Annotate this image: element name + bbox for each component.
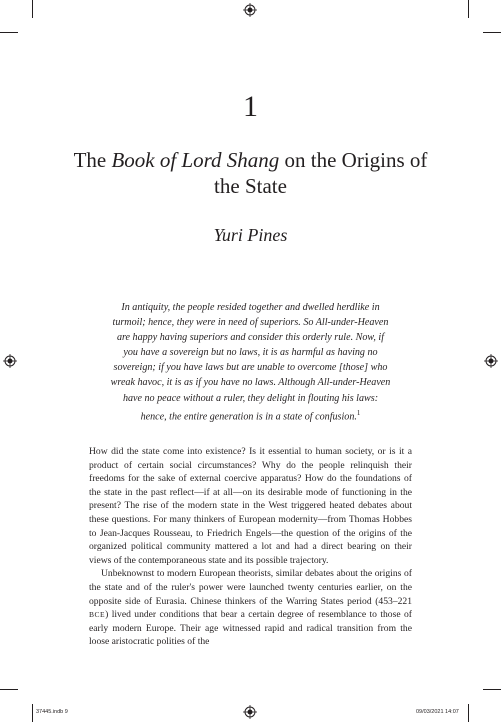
paragraph-text: Unbeknownst to modern European theorists, similar debates about the origins of the state and of the ruler's power were launched twenty centuries earlier, on the opposite side of Eurasia. Chinese thinkers of the Warring States period (453–221 — [89, 568, 412, 607]
era-label: BCE — [89, 610, 106, 620]
chapter-title-suffix: on the Origins of the State — [214, 148, 428, 198]
paragraph-text: ) lived under conditions that bear a certain degree of resemblance to those of early modern Europe. Their age witnessed rapid and radical transition from the loose aristocratic polities of the — [89, 609, 412, 648]
footnote-marker[interactable]: 1 — [356, 408, 361, 417]
chapter-number: 1 — [243, 90, 258, 123]
chapter-title-book: Book of Lord Shang — [111, 148, 280, 172]
registration-mark-icon — [243, 3, 257, 17]
crop-mark-bottom-right — [468, 704, 469, 722]
chapter-title-prefix: The — [73, 148, 112, 172]
chapter-title — [60, 147, 441, 199]
crop-mark-top-right — [483, 32, 501, 33]
registration-mark-icon — [484, 354, 498, 368]
crop-mark-top-right — [468, 0, 469, 18]
crop-mark-bottom-right — [483, 689, 501, 690]
epigraph-text: In antiquity, the people resided together and dwelled herdlike in turmoil; hence, they were in need of superiors. So All-under-Heaven are happy having superiors and consider this orderly rule. Now, if you have a sovereign but no laws, it is as harmful as having no sovereign; if you have laws but are unable to overcome [those] who wreak havoc, it is as if you have no laws. Although All-under-Heaven have no peace without a ruler, they delight in flouting his laws: hence, the entire generation is in a state of confusion. — [110, 302, 391, 423]
paragraph: How did the state come into existence? Is it essential to human society, or is it a product of certain social circumstances? Why do the people relinquish their freedoms for the sake of external coercive apparatus? How do the foundations of the state in the past reflect—if at all—on its desirable mode of functioning in the present? The rise of the modern state in the West triggered heated debates about these questions. For many thinkers of European modernity—from Thomas Hobbes to Jean-Jacques Rousseau, to Friedrich Engels—the question of the origins of the organized political community mattered a lot and had a direct bearing on their views of the contemporaneous state and its possible trajectory. — [89, 446, 412, 566]
paragraph — [89, 567, 412, 649]
registration-mark-icon — [243, 705, 257, 719]
slug-filename: 37445.indb 9 — [36, 709, 68, 715]
crop-mark-top-left — [0, 32, 18, 33]
epigraph — [110, 300, 391, 424]
crop-mark-top-left — [32, 0, 33, 18]
registration-mark-icon — [3, 354, 17, 368]
author-name: Yuri Pines — [213, 225, 288, 245]
crop-mark-bottom-left — [0, 689, 18, 690]
slug-datetime: 09/03/2021 14:07 — [416, 709, 459, 715]
crop-mark-bottom-left — [32, 704, 33, 722]
body-text — [89, 445, 412, 649]
